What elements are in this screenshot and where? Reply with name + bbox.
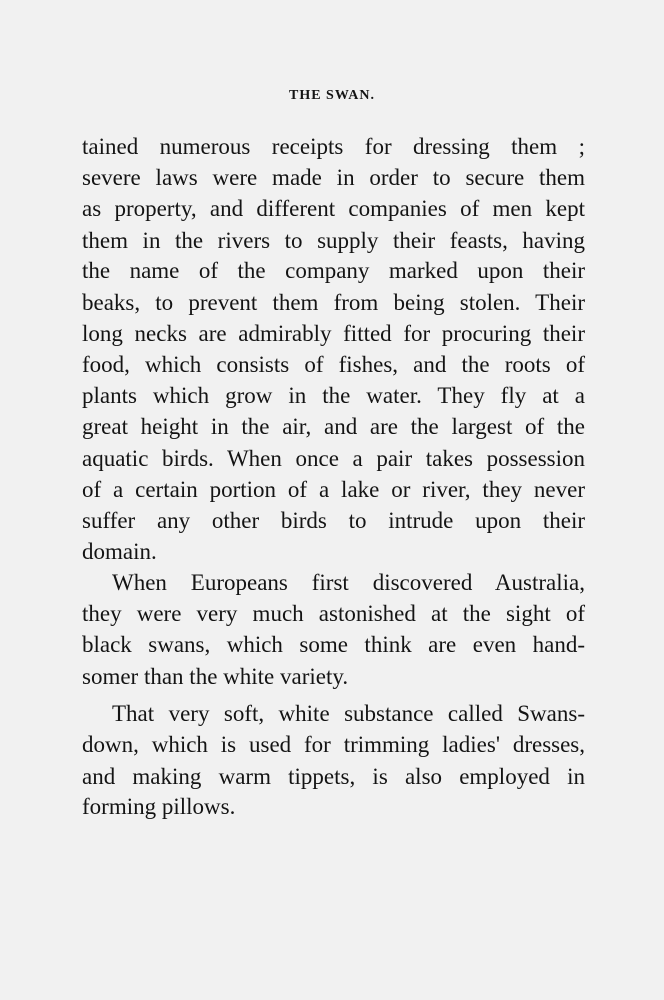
paragraph-2-line: black swans, which some think are even hand-	[82, 632, 585, 657]
paragraph-3-line: and making warm tippets, is also employed in	[82, 764, 585, 789]
paragraph-3-line: down, which is used for trimming ladies' dresses,	[82, 732, 585, 757]
paragraph-2-line: When Europeans first discovered Australia,	[112, 570, 585, 595]
paragraph-1-line: plants which grow in the water. They fly at a	[82, 383, 585, 408]
paragraph-1-line: long necks are admirably fitted for procuring their	[82, 321, 585, 346]
paragraph-1-line: of a certain portion of a lake or river, they never	[82, 477, 585, 502]
paragraph-1-line: beaks, to prevent them from being stolen. Their	[82, 290, 585, 315]
paragraph-1-line: great height in the air, and are the largest of the	[82, 414, 585, 439]
paragraph-1-line: as property, and different companies of men kept	[82, 196, 585, 221]
paragraph-2-line: they were very much astonished at the sight of	[82, 601, 585, 626]
paragraph-3-line: That very soft, white substance called Swans-	[112, 701, 585, 726]
paragraph-2-line: somer than the white variety.	[82, 664, 349, 689]
paragraph-3-line: forming pillows.	[82, 794, 236, 819]
paragraph-1-line: suffer any other birds to intrude upon their	[82, 508, 585, 533]
paragraph-1-line: the name of the company marked upon their	[82, 258, 585, 283]
paragraph-1-line: aquatic birds. When once a pair takes possession	[82, 446, 585, 471]
paragraph-1-line: food, which consists of fishes, and the roots of	[82, 352, 585, 377]
paragraph-1-line: domain.	[82, 539, 157, 564]
paragraph-1-line: severe laws were made in order to secure them	[82, 165, 585, 190]
paragraph-1-line: tained numerous receipts for dressing them ;	[82, 134, 585, 159]
paragraph-1-line: them in the rivers to supply their feasts, having	[82, 228, 585, 253]
running-header: THE SWAN.	[288, 88, 376, 103]
